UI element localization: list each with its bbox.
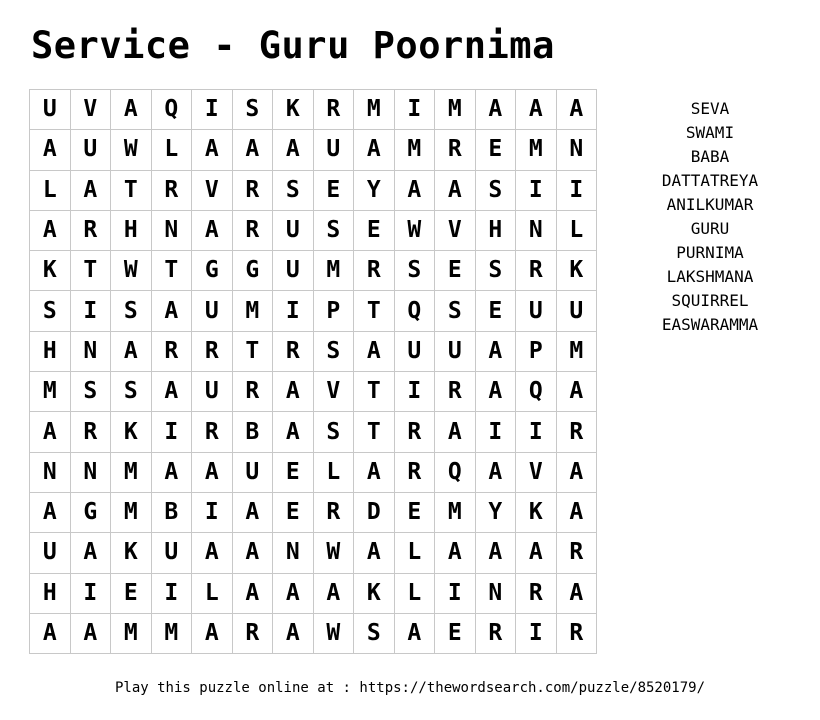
grid-cell[interactable]: A <box>475 533 516 573</box>
word-list-item: LAKSHMANA <box>666 267 754 286</box>
grid-cell[interactable]: A <box>151 372 192 412</box>
grid-cell[interactable]: A <box>354 533 395 573</box>
grid-cell[interactable]: A <box>192 452 233 492</box>
grid-cell[interactable]: G <box>232 251 273 291</box>
footer-text: Play this puzzle online at : https://thewordsearch.com/puzzle/8520179/ <box>114 680 705 696</box>
grid-cell[interactable]: A <box>273 613 314 653</box>
grid-cell[interactable]: A <box>232 130 273 170</box>
grid-cell[interactable]: U <box>192 372 233 412</box>
grid-cell[interactable]: E <box>111 573 152 613</box>
grid-cell[interactable]: E <box>394 492 435 532</box>
grid-cell[interactable]: N <box>273 533 314 573</box>
grid-cell[interactable]: A <box>516 533 557 573</box>
grid-cell[interactable]: A <box>313 573 354 613</box>
grid-cell[interactable]: I <box>516 412 557 452</box>
puzzle-title: Service - Guru Poornima <box>31 24 555 67</box>
grid-cell[interactable]: K <box>556 251 597 291</box>
grid-cell[interactable]: A <box>273 412 314 452</box>
grid-cell[interactable]: M <box>516 130 557 170</box>
grid-cell[interactable]: A <box>394 170 435 210</box>
grid-cell[interactable]: A <box>556 372 597 412</box>
grid-cell[interactable]: R <box>354 251 395 291</box>
grid-cell[interactable]: U <box>273 210 314 250</box>
grid-cell[interactable]: S <box>30 291 71 331</box>
grid-cell[interactable]: A <box>273 372 314 412</box>
grid-cell[interactable]: A <box>192 130 233 170</box>
grid-cell[interactable]: U <box>30 533 71 573</box>
grid-cell[interactable]: U <box>232 452 273 492</box>
grid-cell[interactable]: T <box>232 331 273 371</box>
grid-cell[interactable]: A <box>30 492 71 532</box>
grid-row <box>30 372 597 412</box>
grid-cell[interactable]: A <box>111 90 152 130</box>
grid-cell[interactable]: E <box>354 210 395 250</box>
grid-cell[interactable]: N <box>475 573 516 613</box>
grid-cell[interactable]: R <box>151 170 192 210</box>
grid-cell[interactable]: I <box>394 372 435 412</box>
word-list-item: SQUIRREL <box>671 291 749 310</box>
grid-cell[interactable]: N <box>556 130 597 170</box>
grid-cell[interactable]: K <box>354 573 395 613</box>
grid-cell[interactable]: A <box>556 492 597 532</box>
grid-cell[interactable]: U <box>70 130 111 170</box>
grid-cell[interactable]: A <box>354 452 395 492</box>
grid-cell[interactable]: G <box>70 492 111 532</box>
grid-cell[interactable]: R <box>556 533 597 573</box>
grid-cell[interactable]: I <box>516 613 557 653</box>
grid-cell[interactable]: S <box>475 251 516 291</box>
grid-cell[interactable]: G <box>192 251 233 291</box>
grid-cell[interactable]: H <box>30 573 71 613</box>
grid-cell[interactable]: R <box>192 331 233 371</box>
grid-cell[interactable]: M <box>435 90 476 130</box>
grid-cell[interactable]: L <box>192 573 233 613</box>
grid-cell[interactable]: Y <box>354 170 395 210</box>
grid-cell[interactable]: L <box>151 130 192 170</box>
grid-row <box>30 412 597 452</box>
grid-row <box>30 291 597 331</box>
grid-cell[interactable]: T <box>354 291 395 331</box>
grid-cell[interactable]: T <box>354 412 395 452</box>
grid-cell[interactable]: A <box>70 533 111 573</box>
grid-cell[interactable]: E <box>273 452 314 492</box>
grid-cell[interactable]: R <box>70 210 111 250</box>
grid-cell[interactable]: I <box>516 170 557 210</box>
grid-cell[interactable]: U <box>30 90 71 130</box>
grid-cell[interactable]: N <box>151 210 192 250</box>
grid-cell[interactable]: W <box>111 251 152 291</box>
grid-cell[interactable]: A <box>556 573 597 613</box>
grid-cell[interactable]: M <box>313 251 354 291</box>
grid-cell[interactable]: A <box>192 210 233 250</box>
grid-cell[interactable]: S <box>354 613 395 653</box>
grid-row <box>30 492 597 532</box>
grid-cell[interactable]: N <box>516 210 557 250</box>
grid-cell[interactable]: A <box>556 90 597 130</box>
grid-cell[interactable]: L <box>30 170 71 210</box>
grid-cell[interactable]: R <box>232 210 273 250</box>
grid-cell[interactable]: Q <box>435 452 476 492</box>
grid-cell[interactable]: R <box>313 90 354 130</box>
grid-cell[interactable]: E <box>475 291 516 331</box>
grid-cell[interactable]: K <box>30 251 71 291</box>
grid-cell[interactable]: A <box>435 533 476 573</box>
grid-cell[interactable]: S <box>232 90 273 130</box>
grid-cell[interactable]: A <box>70 613 111 653</box>
grid-cell[interactable]: U <box>516 291 557 331</box>
grid-cell[interactable]: R <box>394 412 435 452</box>
grid-cell[interactable]: U <box>151 533 192 573</box>
grid-cell[interactable]: U <box>192 291 233 331</box>
grid-cell[interactable]: V <box>516 452 557 492</box>
word-list-item: SEVA <box>690 99 730 118</box>
grid-cell[interactable]: A <box>192 613 233 653</box>
grid-cell[interactable]: R <box>232 170 273 210</box>
grid-cell[interactable]: S <box>70 372 111 412</box>
grid-cell[interactable]: T <box>70 251 111 291</box>
grid-cell[interactable]: A <box>354 130 395 170</box>
grid-cell[interactable]: R <box>475 613 516 653</box>
grid-cell[interactable]: M <box>556 331 597 371</box>
grid-cell[interactable]: T <box>111 170 152 210</box>
grid-cell[interactable]: W <box>313 533 354 573</box>
grid-cell[interactable]: M <box>394 130 435 170</box>
grid-cell[interactable]: V <box>313 372 354 412</box>
grid-cell[interactable]: A <box>232 492 273 532</box>
grid-cell[interactable]: I <box>556 170 597 210</box>
grid-cell[interactable]: A <box>475 90 516 130</box>
grid-cell[interactable]: R <box>516 573 557 613</box>
grid-cell[interactable]: L <box>313 452 354 492</box>
grid-row <box>30 573 597 613</box>
grid-cell[interactable]: W <box>111 130 152 170</box>
grid-cell[interactable]: Q <box>516 372 557 412</box>
grid-cell[interactable]: I <box>435 573 476 613</box>
grid-cell[interactable]: R <box>516 251 557 291</box>
grid-cell[interactable]: V <box>192 170 233 210</box>
grid-cell[interactable]: A <box>435 170 476 210</box>
grid-cell[interactable]: Q <box>151 90 192 130</box>
grid-cell[interactable]: E <box>313 170 354 210</box>
grid-cell[interactable]: E <box>475 130 516 170</box>
grid-cell[interactable]: A <box>30 210 71 250</box>
grid-row <box>30 452 597 492</box>
grid-cell[interactable]: R <box>394 452 435 492</box>
grid-cell[interactable]: U <box>273 251 314 291</box>
grid-cell[interactable]: H <box>30 331 71 371</box>
grid-cell[interactable]: R <box>70 412 111 452</box>
grid-cell[interactable]: M <box>111 613 152 653</box>
grid-cell[interactable]: A <box>151 452 192 492</box>
grid-cell[interactable]: W <box>394 210 435 250</box>
word-list-item: BABA <box>690 147 730 166</box>
grid-cell[interactable]: K <box>516 492 557 532</box>
grid-cell[interactable]: A <box>273 573 314 613</box>
grid-cell[interactable]: D <box>354 492 395 532</box>
grid-cell[interactable]: K <box>273 90 314 130</box>
grid-row <box>30 331 597 371</box>
grid-cell[interactable]: L <box>394 533 435 573</box>
grid-cell[interactable]: Y <box>475 492 516 532</box>
grid-cell[interactable]: S <box>475 170 516 210</box>
grid-cell[interactable]: K <box>111 533 152 573</box>
grid-cell[interactable]: I <box>151 573 192 613</box>
grid-cell[interactable]: M <box>435 492 476 532</box>
grid-cell[interactable]: A <box>354 331 395 371</box>
grid-cell[interactable]: S <box>313 331 354 371</box>
grid-cell[interactable]: I <box>192 492 233 532</box>
grid-cell[interactable]: T <box>354 372 395 412</box>
grid-cell[interactable]: A <box>151 291 192 331</box>
grid-cell[interactable]: L <box>394 573 435 613</box>
word-list <box>645 97 775 337</box>
grid-cell[interactable]: A <box>273 130 314 170</box>
grid-cell[interactable]: I <box>273 291 314 331</box>
grid-cell[interactable]: Q <box>394 291 435 331</box>
grid-cell[interactable]: A <box>435 412 476 452</box>
grid-cell[interactable]: A <box>111 331 152 371</box>
grid-cell[interactable]: N <box>70 452 111 492</box>
grid-cell[interactable]: A <box>192 533 233 573</box>
grid-cell[interactable]: R <box>232 613 273 653</box>
grid-cell[interactable]: B <box>151 492 192 532</box>
grid-cell[interactable]: M <box>354 90 395 130</box>
grid-cell[interactable]: A <box>30 412 71 452</box>
grid-cell[interactable]: M <box>111 492 152 532</box>
grid-row <box>30 130 597 170</box>
word-list-item: EASWARAMMA <box>661 315 759 334</box>
grid-cell[interactable]: A <box>475 372 516 412</box>
grid-cell[interactable]: A <box>475 331 516 371</box>
word-list-item: GURU <box>690 219 730 238</box>
grid-cell[interactable]: P <box>313 291 354 331</box>
grid-cell[interactable]: S <box>273 170 314 210</box>
grid-cell[interactable]: A <box>556 452 597 492</box>
grid-cell[interactable]: K <box>111 412 152 452</box>
grid-cell[interactable]: S <box>111 291 152 331</box>
grid-cell[interactable]: U <box>394 331 435 371</box>
grid-cell[interactable]: A <box>232 573 273 613</box>
word-list-item: ANILKUMAR <box>666 195 754 214</box>
grid-cell[interactable]: H <box>111 210 152 250</box>
grid-cell[interactable]: S <box>313 412 354 452</box>
grid-cell[interactable]: M <box>151 613 192 653</box>
letter-grid[interactable] <box>29 89 597 654</box>
grid-cell[interactable]: V <box>70 90 111 130</box>
grid-cell[interactable]: I <box>394 90 435 130</box>
grid-cell[interactable]: A <box>475 452 516 492</box>
grid-cell[interactable]: U <box>435 331 476 371</box>
word-list-item: DATTATREYA <box>661 171 759 190</box>
grid-cell[interactable]: A <box>30 130 71 170</box>
grid-cell[interactable]: U <box>313 130 354 170</box>
grid-cell[interactable]: A <box>232 533 273 573</box>
grid-cell[interactable]: I <box>475 412 516 452</box>
grid-cell[interactable]: I <box>192 90 233 130</box>
grid-row <box>30 170 597 210</box>
grid-cell[interactable]: R <box>556 412 597 452</box>
grid-cell[interactable]: A <box>516 90 557 130</box>
grid-cell[interactable]: S <box>313 210 354 250</box>
grid-cell[interactable]: E <box>435 613 476 653</box>
grid-cell[interactable]: A <box>70 170 111 210</box>
grid-cell[interactable]: L <box>556 210 597 250</box>
grid-row <box>30 533 597 573</box>
grid-cell[interactable]: N <box>70 331 111 371</box>
grid-cell[interactable]: W <box>313 613 354 653</box>
grid-cell[interactable]: E <box>435 251 476 291</box>
grid-cell[interactable]: I <box>70 291 111 331</box>
grid-cell[interactable]: I <box>151 412 192 452</box>
grid-cell[interactable]: P <box>516 331 557 371</box>
grid-row <box>30 90 597 130</box>
grid-cell[interactable]: B <box>232 412 273 452</box>
grid-cell[interactable]: M <box>232 291 273 331</box>
grid-cell[interactable]: M <box>30 372 71 412</box>
grid-cell[interactable]: S <box>111 372 152 412</box>
grid-cell[interactable]: R <box>151 331 192 371</box>
grid-cell[interactable]: H <box>475 210 516 250</box>
grid-cell[interactable]: E <box>273 492 314 532</box>
grid-cell[interactable]: T <box>151 251 192 291</box>
grid-cell[interactable]: R <box>556 613 597 653</box>
grid-cell[interactable]: R <box>435 130 476 170</box>
grid-cell[interactable]: R <box>435 372 476 412</box>
grid-cell[interactable]: N <box>30 452 71 492</box>
word-list-item: PURNIMA <box>676 243 744 262</box>
grid-cell[interactable]: U <box>556 291 597 331</box>
grid-row <box>30 251 597 291</box>
grid-cell[interactable]: R <box>192 412 233 452</box>
grid-cell[interactable]: V <box>435 210 476 250</box>
grid-cell[interactable]: A <box>30 613 71 653</box>
word-list-item: SWAMI <box>685 123 735 142</box>
grid-cell[interactable]: R <box>232 372 273 412</box>
grid-cell[interactable]: M <box>111 452 152 492</box>
grid-cell[interactable]: I <box>70 573 111 613</box>
grid-row <box>30 210 597 250</box>
grid-cell[interactable]: S <box>394 251 435 291</box>
grid-row <box>30 613 597 653</box>
grid-cell[interactable]: S <box>435 291 476 331</box>
grid-cell[interactable]: R <box>313 492 354 532</box>
grid-cell[interactable]: A <box>394 613 435 653</box>
grid-cell[interactable]: R <box>273 331 314 371</box>
